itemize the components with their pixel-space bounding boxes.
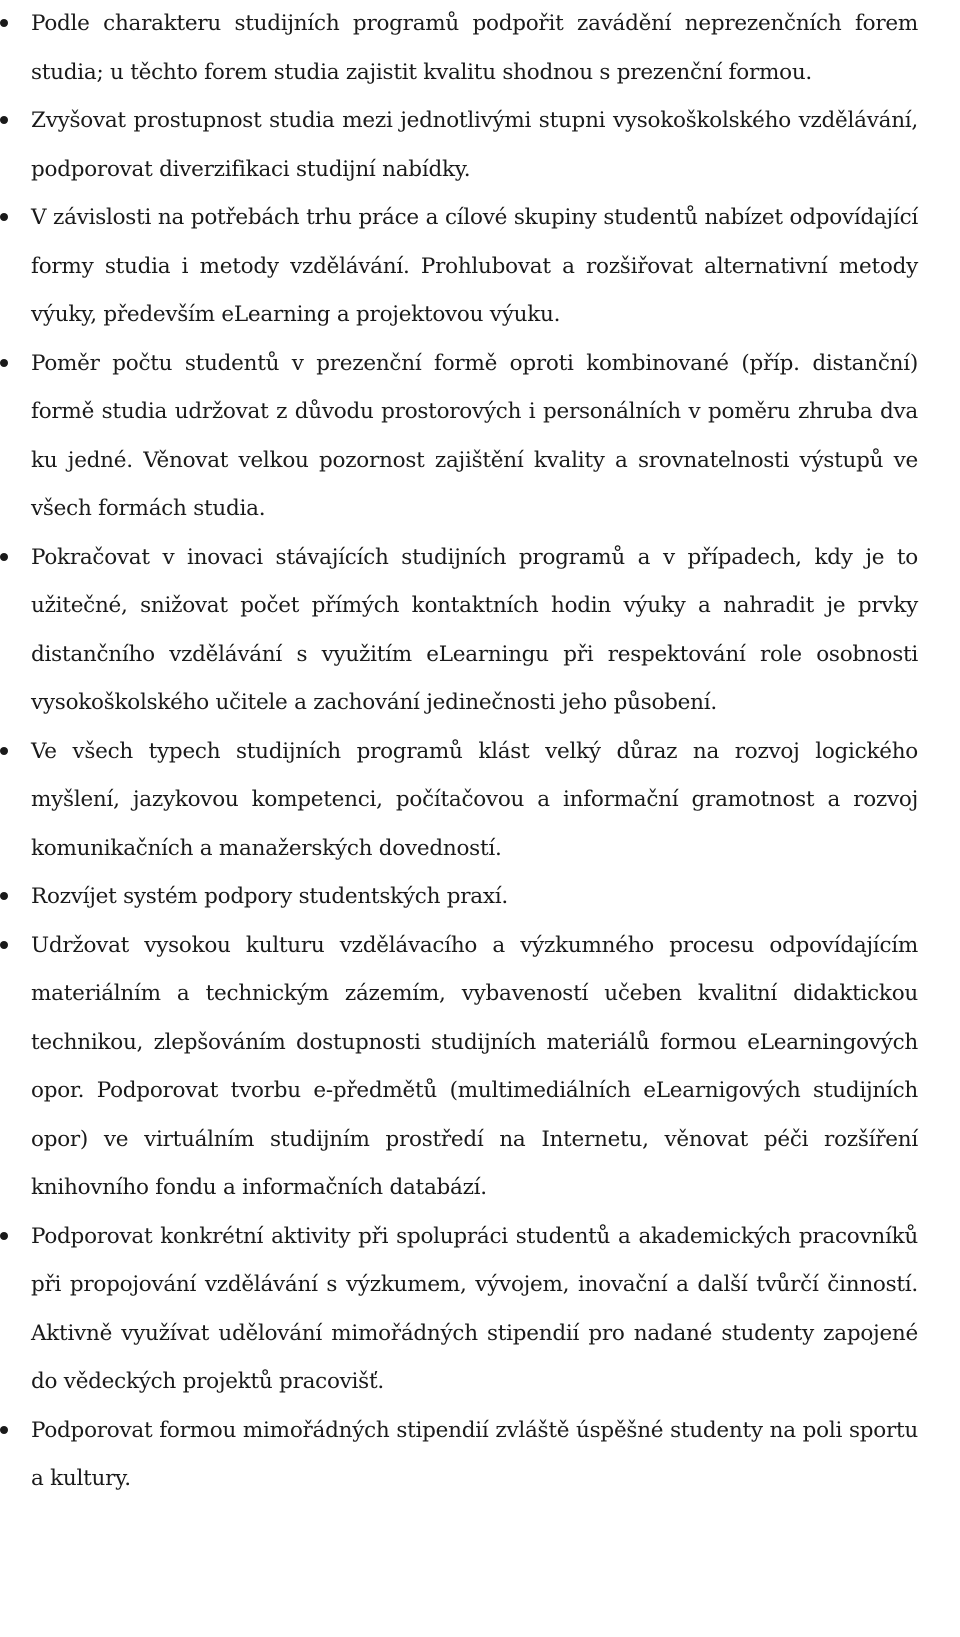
list-item [0, 873, 918, 922]
bullet-icon [0, 941, 8, 949]
list-item [0, 0, 918, 97]
list-item-text: Poměr počtu studentů v prezenční formě oproti kombinované (příp. distanční) formě studia udržovat z důvodu prostorových i personálních v poměru zhruba dva ku jedné. Věnovat velkou pozornost zajištění kvality a srovnatelnosti výstupů ve všech formách studia. [31, 350, 918, 521]
list-item-text: V závislosti na potřebách trhu práce a cílové skupiny studentů nabízet odpovídající formy studia i metody vzdělávání. Prohlubovat a rozšiřovat alternativní metody výuky, především eLearning a projektovou výuku. [31, 205, 918, 327]
bullet-icon [0, 359, 8, 367]
bullet-icon [0, 553, 8, 561]
bullet-icon [0, 747, 8, 755]
bullet-icon [0, 213, 8, 221]
bullet-icon [0, 19, 8, 27]
list-item [0, 194, 918, 340]
list-item-text: Podle charakteru studijních programů podpořit zavádění neprezenčních forem studia; u těchto forem studia zajistit kvalitu shodnou s prezenční formou. [31, 11, 918, 85]
list-item [0, 1213, 918, 1407]
list-item-text: Podporovat konkrétní aktivity při spolupráci studentů a akademických pracovníků při propojování vzdělávání s výzkumem, vývojem, inovační a další tvůrčí činností. Aktivně využívat udělování mimořádných stipendií pro nadané studenty zapojené do vědeckých projektů pracovišť. [31, 1223, 918, 1394]
list-item-text: Zvyšovat prostupnost studia mezi jednotlivými stupni vysokoškolského vzdělávání, podporovat diverzifikaci studijní nabídky. [31, 108, 918, 182]
list-item-text: Podporovat formou mimořádných stipendií zvláště úspěšné studenty na poli sportu a kultury. [31, 1417, 918, 1491]
list-item [0, 922, 918, 1213]
list-item [0, 1407, 918, 1504]
list-item-text: Pokračovat v inovaci stávajících studijních programů a v případech, kdy je to užitečné, snižovat počet přímých kontaktních hodin výuky a nahradit je prvky distančního vzdělávání s využitím eLearningu při respektování role osobnosti vysokoškolského učitele a zachování jedinečnosti jeho působení. [31, 544, 918, 715]
list-item [0, 340, 918, 534]
list-item-text: Rozvíjet systém podpory studentských praxí. [31, 884, 508, 909]
list-item [0, 97, 918, 194]
bullet-icon [0, 1426, 8, 1434]
bullet-icon [0, 116, 8, 124]
bullet-icon [0, 1232, 8, 1240]
list-item-text: Ve všech typech studijních programů klást velký důraz na rozvoj logického myšlení, jazykovou kompetenci, počítačovou a informační gramotnost a rozvoj komunikačních a manažerských dovedností. [31, 738, 918, 861]
list-item [0, 534, 918, 728]
list-item [0, 728, 918, 874]
list-item-text: Udržovat vysokou kulturu vzdělávacího a výzkumného procesu odpovídajícím materiálním a technickým zázemím, vybaveností učeben kvalitní didaktickou technikou, zlepšováním dostupnosti studijních materiálů formou eLearningových opor. Podporovat tvorbu e-předmětů (multimediálních eLearnigových studijních opor) ve virtuálním studijním prostředí na Internetu, věnovat péči rozšíření knihovního fondu a informačních databází. [31, 932, 918, 1200]
bullet-icon [0, 892, 8, 900]
